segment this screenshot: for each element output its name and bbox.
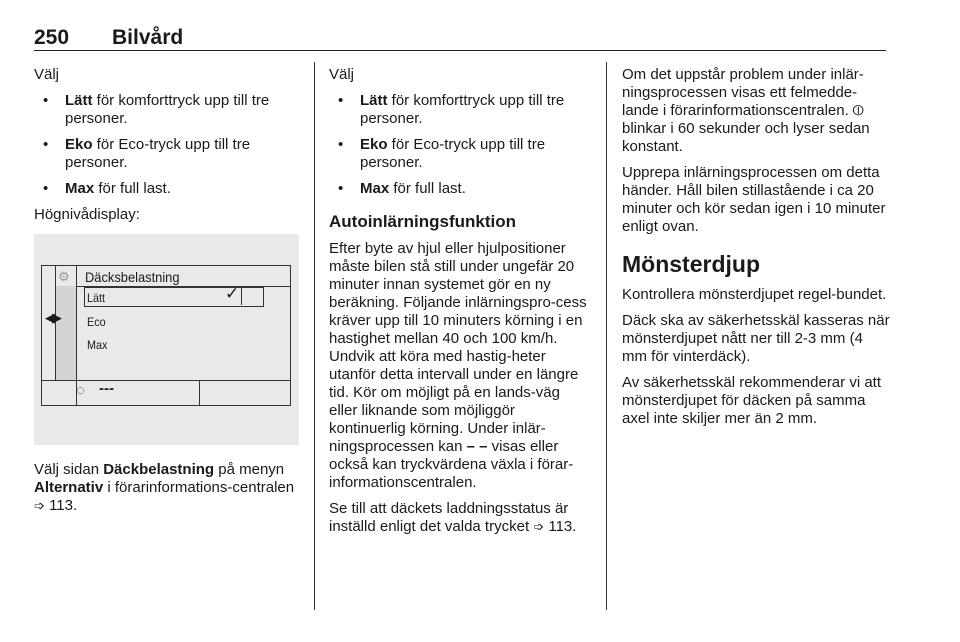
option-list (34, 92, 299, 198)
option-desc: för Eco-tryck upp till tre personer. (360, 136, 546, 171)
column-divider (606, 62, 607, 610)
text-run: Efter byte av hjul eller hjulpositioner måste bilen stå still under ungefär 20 minuter innan systemet gör en ny beräkning. Följande inlärningspro-cess kräver upp till 10 minuters körning i en hastighet mellan 40 och 100 km/h. Undvik att köra med hastig-heter utanför detta intervall under en längre tid. Kör om möjligt på en lands-väg eller liknande som möjliggör kontinuerlig körning. Under inlär-ningsprocessen kan (329, 240, 587, 455)
instruction-text (34, 461, 299, 515)
list-item (329, 92, 592, 128)
column-2 (329, 66, 592, 544)
tire-pressure-warning-icon: ⦶ (852, 102, 864, 119)
display-figure (34, 234, 299, 445)
page-reference[interactable]: 113. (548, 518, 577, 535)
text-run: på menyn (214, 461, 285, 478)
list-item (34, 92, 299, 128)
menu-page-name: Däckbelastning (103, 461, 215, 478)
tire-pressure-icon: ◌ (76, 382, 85, 399)
list-item (329, 136, 592, 172)
column-1 (34, 66, 299, 523)
display-label: Högnivådisplay: (34, 206, 140, 223)
option-desc: för komforttryck upp till tre personer. (360, 92, 565, 127)
settings-icon: ⚙ (58, 269, 70, 284)
option-desc: för komforttryck upp till tre personer. (65, 92, 270, 127)
paragraph: Av säkerhetsskäl rekommenderar vi att mönsterdjupet för däcken på samma axel inte skiljer mer än 2 mm. (622, 374, 881, 427)
option-desc: för full last. (94, 180, 171, 197)
text-run: Välj sidan (34, 461, 104, 478)
menu-name: Alternativ (34, 479, 104, 496)
option-desc: för Eco-tryck upp till tre personer. (65, 136, 251, 171)
section-heading: Autoinlärningsfunktion (329, 212, 516, 231)
list-item (34, 136, 299, 172)
page-title: Bilvård (112, 26, 184, 49)
paragraph: Kontrollera mönsterdjupet regel-bundet. (622, 286, 887, 303)
text-run: Se till att däckets laddningsstatus är inställd enligt det valda trycket (329, 500, 569, 535)
page-number: 250 (34, 26, 70, 49)
text-run: blinkar i 60 sekunder och lyser sedan konstant. (622, 120, 870, 155)
column-divider (314, 62, 315, 610)
display-option-3: Max (87, 338, 108, 352)
dash-indicator: – – (466, 438, 488, 455)
option-desc: för full last. (389, 180, 466, 197)
selection-end-cell (241, 287, 263, 305)
paragraph (329, 500, 592, 536)
paragraph: Upprepa inlärningsprocessen om detta händer. Håll bilen stillastående i ca 20 minuter och kör sedan igen i 10 minuter enligt ovan. (622, 164, 886, 235)
option-name: Max (65, 180, 95, 197)
paragraph: Däck ska av säkerhetsskäl kasseras när mönsterdjupet nått ner till 2-3 mm (4 mm för vinterdäck). (622, 312, 890, 365)
paragraph (329, 240, 592, 492)
list-item (329, 180, 592, 198)
page-header (34, 26, 886, 51)
column-3 (622, 66, 892, 436)
text-run: i förarinformations-centralen (103, 479, 295, 496)
status-value: --- (99, 380, 114, 397)
option-name: Lätt (65, 92, 93, 109)
display-title: Däcksbelastning (85, 269, 180, 285)
select-intro: Välj (329, 66, 355, 83)
reference-arrow-icon: ➩ (533, 519, 545, 534)
option-name: Eko (360, 136, 388, 153)
section-heading: Mönsterdjup (622, 251, 760, 277)
display-option-1: Lätt (87, 291, 106, 305)
paragraph (622, 66, 892, 156)
select-intro: Välj (34, 66, 60, 83)
display-screen (41, 265, 291, 406)
display-option-2: Eco (87, 315, 106, 329)
option-name: Lätt (360, 92, 388, 109)
text-run: visas eller också kan tryckvärdena växla i förar-informationscentralen. (329, 438, 574, 491)
checkmark-icon: ✓ (225, 284, 240, 303)
page-reference[interactable]: 113. (49, 497, 78, 514)
option-name: Eko (65, 136, 93, 153)
list-item (34, 180, 299, 198)
text-run: Om det uppstår problem under inlär-ningsprocessen visas ett felmedde-lande i förarinformationscentralen. (622, 66, 864, 119)
left-right-arrows-icon: ◀▶ (45, 310, 59, 325)
reference-arrow-icon: ➩ (34, 498, 45, 513)
option-name: Max (360, 180, 390, 197)
option-list (329, 92, 592, 198)
